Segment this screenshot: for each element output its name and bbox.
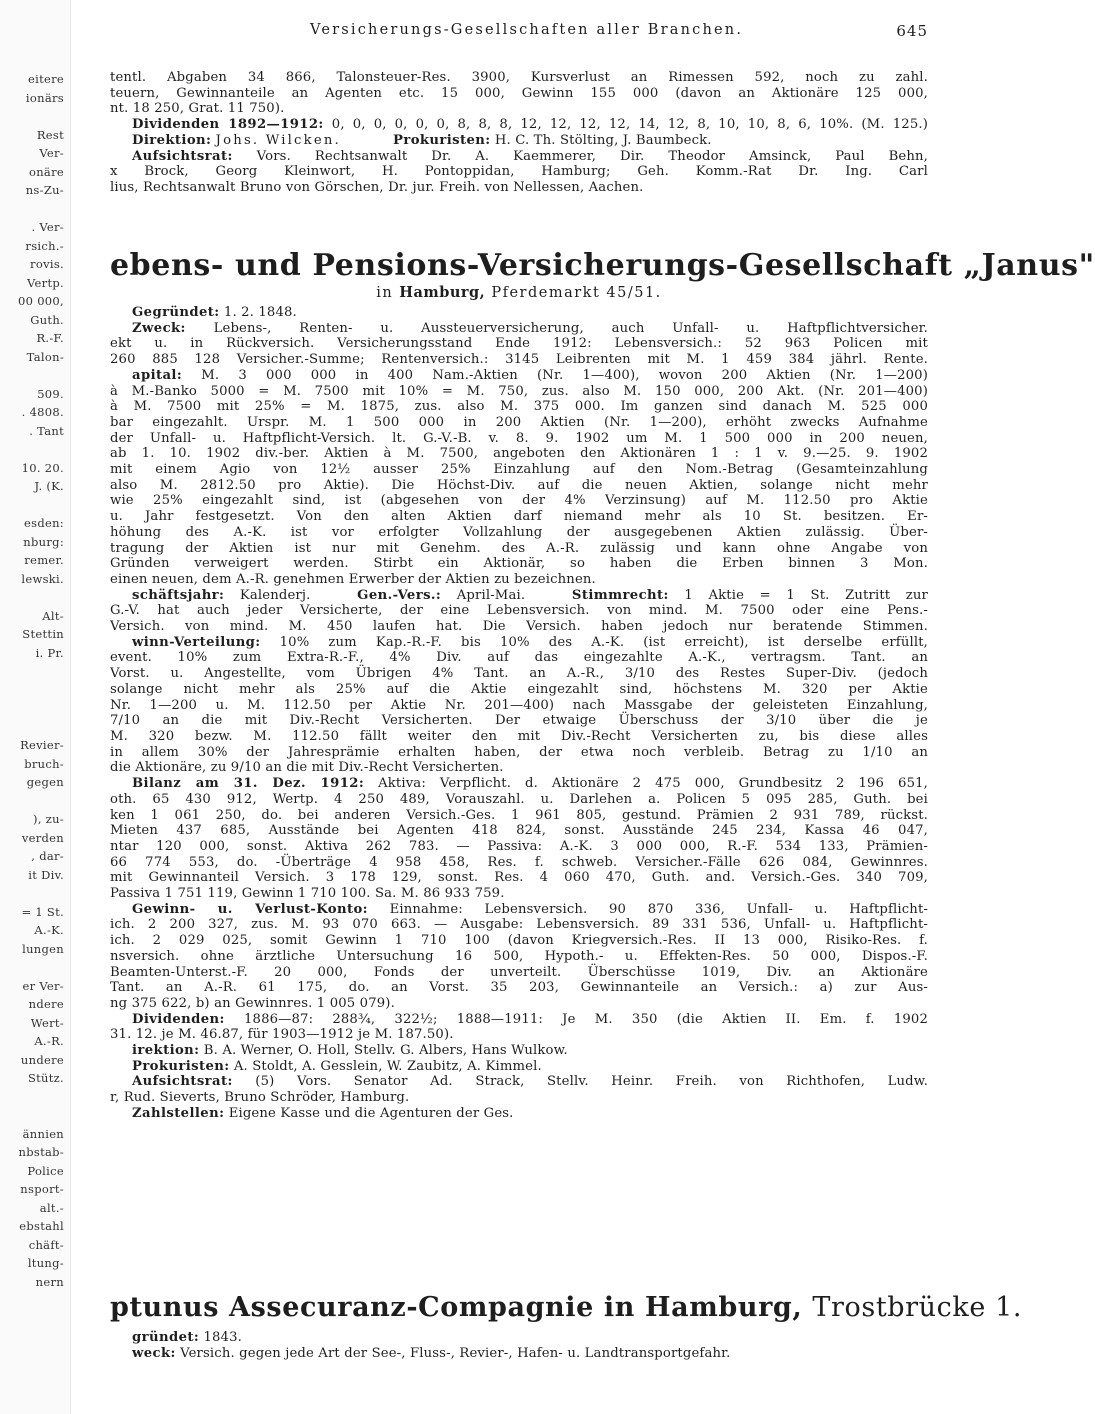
zweck-label: weck:	[132, 1345, 176, 1361]
margin-fragment: lewski.	[21, 571, 64, 586]
geschaeftsjahr-text: Kalenderj.	[239, 587, 311, 603]
text-line: M. 320 bezw. M. 112.50 fällt weiter den mit Div.-Recht Versicherten zu, bis diese alles	[110, 728, 928, 744]
text-line: oth. 65 430 912, Wertp. 4 250 489, Vorauszahl. u. Darlehen a. Policen 5 095 285, Guth. bei	[110, 791, 928, 807]
margin-fragment: , dar-	[31, 849, 64, 863]
gegruendet-text: 1843.	[203, 1330, 242, 1345]
margin-fragment: Revier-	[20, 738, 64, 752]
kapital-label: apital:	[132, 367, 183, 383]
margin-fragment: ns-Zu-	[25, 183, 64, 197]
text-line: à M. 7500 mit 25% = M. 1875, zus. also M. 375 000. Im ganzen sind danach M. 525 000	[110, 399, 928, 415]
margin-fragment: Guth.	[30, 312, 64, 327]
text-line: G.-V. hat auch jeder Versicherte, der eine Lebensversich. von mind. M. 7500 oder eine Pens.-	[110, 603, 928, 619]
margin-fragment: Alt-	[42, 608, 64, 623]
text-line: u. Jahr festgesetzt. Von den alten Aktien darf niemand mehr als 10 St. besitzen. Er-	[110, 509, 928, 525]
margin-fragment: 00 000,	[18, 294, 64, 308]
text-line: ekt u. in Rückversich. Versicherungsstand Ende 1912: Lebensversich.: 52 963 Policen mit	[110, 336, 928, 352]
zweck-line	[110, 1346, 928, 1362]
margin-fragment: ionärs	[25, 90, 64, 105]
direktion-text: Johs. Wilcken.	[215, 132, 341, 148]
gegruendet-text: 1. 2. 1848.	[223, 305, 297, 320]
guv-line	[110, 902, 928, 918]
text-line: in allem 30% der Jahresprämie erhalten haben, der etwa noch verbleib. Betrag zu 1/10 an	[110, 744, 928, 760]
text-line: der Unfall- u. Haftpflicht-Versich. lt. G.-V.-B. v. 8. 9. 1902 um M. 1 500 000 in 200 neuen,	[110, 430, 928, 446]
margin-fragment: Ver-	[39, 146, 64, 160]
geschaeftsjahr-line	[110, 588, 928, 604]
margin-fragment	[0, 662, 70, 681]
margin-fragment: nsport-	[20, 1182, 64, 1196]
margin-fragment: . Ver-	[31, 220, 64, 234]
text-line: tentl. Abgaben 34 866, Talonsteuer-Res. 3900, Kursverlust an Rimessen 592, noch zu zahl.	[110, 70, 928, 85]
bilanz-line	[110, 776, 928, 792]
text-line: 7/10 an die mit Div.-Recht Versicherten. Der etwaige Überschuss der 3/10 über die je	[110, 713, 928, 729]
gewinn-verteilung-label: winn-Verteilung:	[132, 634, 261, 650]
bilanz-text: Aktiva: Verpflicht. d. Aktionäre 2 475 000, Grundbesitz 2 196 651,	[378, 776, 928, 792]
zweck-line	[110, 321, 928, 337]
margin-fragment: Wert-	[30, 1015, 64, 1030]
margin-fragment: eitere	[27, 72, 64, 86]
aufsichtsrat-line	[110, 1074, 928, 1090]
text-line: ken 1 061 250, do. bei anderen Versich.-Ges. 1 961 805, gestund. Prämien 2 931 789, rückst.	[110, 807, 928, 823]
text-line: ng 375 622, b) an Gewinnres. 1 005 079).	[110, 995, 395, 1011]
text-line: 31. 12. je M. 46.87, für 1903—1912 je M. 187.50).	[110, 1027, 454, 1043]
running-title: Versicherungs-Gesellschaften aller Branchen.	[310, 22, 744, 38]
zweck-label: Zweck:	[132, 320, 186, 336]
previous-company-entry	[110, 70, 928, 196]
margin-fragment	[0, 1106, 70, 1125]
gen-vers-text: April-Mai.	[456, 587, 526, 603]
text-line: r, Rud. Sieverts, Bruno Schröder, Hamburg.	[110, 1090, 410, 1106]
neptunus-heading	[110, 1290, 1023, 1326]
direktion-text: B. A. Werner, O. Holl, Stellv. G. Albers, Hans Wulkow.	[203, 1043, 568, 1059]
margin-fragment: ltung-	[27, 1256, 64, 1270]
text-line: Tant. an A.-R. 61 175, do. an Vorst. 35 203, Gewinnanteile an Versich.: a) zur Aus-	[110, 980, 928, 996]
aufsichtsrat-label: Aufsichtsrat:	[132, 1074, 233, 1090]
text-line: ab 1. 10. 1902 div.-ber. Aktien à M. 7500, angeboten den Aktionären 1 : 1 v. 9.—25. 9. 1902	[110, 446, 928, 462]
margin-fragment: lungen	[22, 941, 64, 956]
kapital-text: M. 3 000 000 in 400 Nam.-Aktien (Nr. 1—400), wovon 200 Aktien (Nr. 1—200)	[201, 367, 929, 383]
gegruendet-label: Gegründet:	[132, 305, 220, 320]
margin-fragment: ebstahl	[19, 1219, 64, 1233]
dividenden-label: Dividenden:	[132, 1011, 225, 1027]
location-prefix: in	[376, 285, 394, 301]
margin-fragment: onäre	[29, 164, 64, 179]
dividenden-line	[110, 1012, 928, 1028]
margin-fragment	[0, 699, 70, 718]
margin-fragment: 10. 20.	[21, 460, 64, 475]
text-line: solange nicht mehr als 25% auf die Aktie eingezahlt sind, höchstens M. 320 per Aktie	[110, 681, 928, 697]
margin-fragment	[0, 1088, 70, 1107]
prokuristen-line	[110, 1059, 928, 1075]
margin-fragment: er Ver-	[22, 978, 64, 993]
zahlstellen-label: Zahlstellen:	[132, 1105, 225, 1121]
margin-fragment: Talon-	[26, 349, 64, 364]
text-line: 260 885 128 Versicher.-Summe; Rentenversich.: 3145 Leibrenten mit M. 1 459 384 jährl. Rente.	[110, 352, 928, 368]
stimmrecht-label: Stimmrecht:	[571, 587, 669, 603]
direktion-line	[110, 133, 928, 149]
text-line: Mieten 437 685, Ausstände bei Agenten 418 824, sonst. Ausstände 245 234, Kassa 46 047,	[110, 823, 928, 839]
margin-fragment: Stettin	[22, 627, 64, 641]
margin-fragment: R.-F.	[36, 331, 64, 345]
margin-fragment	[0, 792, 70, 811]
margin-fragment: nburg:	[23, 534, 64, 549]
margin-fragment: verden	[21, 830, 64, 845]
margin-fragment: A.-K.	[34, 923, 64, 937]
margin-fragment: esden:	[24, 516, 64, 530]
company-location	[110, 284, 928, 302]
margin-fragment: ännien	[22, 1126, 64, 1141]
gewinn-verteilung-text: 10% zum Kap.-R.-F. bis 10% des A.-K. (ist erreicht), ist derselbe erfüllt,	[279, 634, 929, 650]
text-line: mit einem Agio von 12½ ausser 25% Einzahlung auf den Nom.-Betrag (Gesamteinzahlung	[110, 462, 928, 478]
text-line: Nr. 1—200 u. M. 112.50 per Aktie Nr. 201—400) nach Massgabe der geleisteten Einzahlung,	[110, 697, 928, 713]
text-line: Versich. von mind. M. 450 laufen hat. Die Versich. haben jedoch nur beratende Stimmen.	[110, 619, 928, 635]
margin-fragment: ), zu-	[33, 812, 64, 826]
margin-fragment	[0, 718, 70, 737]
margin-fragment	[0, 107, 70, 126]
dividends-line	[110, 117, 928, 133]
aufsichtsrat-text: (5) Vors. Senator Ad. Strack, Stellv. Heinr. Freih. von Richthofen, Ludw.	[255, 1074, 928, 1090]
margin-fragment: J. (K.	[34, 479, 64, 493]
gegruendet-label: gründet:	[132, 1330, 200, 1345]
margin-fragment	[0, 588, 70, 607]
janus-heading	[110, 248, 1095, 302]
margin-fragment: Police	[27, 1163, 64, 1178]
text-line: nt. 18 250, Grat. 11 750).	[110, 101, 285, 117]
aufsichtsrat-text: Vors. Rechtsanwalt Dr. A. Kaemmerer, Dir. Theodor Amsinck, Paul Behn,	[256, 148, 929, 164]
geschaeftsjahr-label: schäftsjahr:	[132, 587, 225, 603]
gegruendet-line	[110, 305, 928, 321]
margin-fragment: bruch-	[24, 756, 64, 771]
margin-fragment: nern	[35, 1274, 64, 1289]
margin-fragment: ndere	[28, 997, 64, 1011]
book-page	[110, 0, 1095, 1414]
margin-fragment	[0, 496, 70, 515]
prokuristen-text: H. C. Th. Stölting, J. Baumbeck.	[494, 132, 712, 148]
margin-fragment	[0, 958, 70, 977]
text-line: ntar 120 000, sonst. Aktiva 262 783. — Passiva: A.-K. 3 000 000, R.-F. 534 133, Prämien-	[110, 838, 928, 854]
neptunus-entry	[110, 1330, 928, 1361]
prokuristen-label: Prokuristen:	[393, 132, 491, 148]
margin-fragment	[0, 366, 70, 385]
margin-fragment: rsich.-	[25, 238, 64, 253]
margin-fragment: A.-R.	[34, 1034, 64, 1048]
text-line: einen neuen, dem A.-R. genehmen Erwerber der Aktien zu bezeichnen.	[110, 571, 596, 587]
gen-vers-label: Gen.-Vers.:	[357, 587, 442, 603]
direktion-line	[110, 1043, 928, 1059]
dividenden-text: 1886—87: 288¾, 322½; 1888—1911: Je M. 350 (die Aktien II. Em. f. 1902	[243, 1011, 928, 1027]
running-head	[110, 22, 928, 44]
text-line: die Aktionäre, zu 9/10 an die mit Div.-Recht Versicherten.	[110, 760, 504, 776]
dividends-label: Dividenden 1892—1912:	[132, 117, 324, 133]
guv-text: Einnahme: Lebensversich. 90 870 336, Unfall- u. Haftpflicht-	[389, 901, 928, 917]
margin-fragment: Vertp.	[27, 275, 64, 290]
margin-fragment	[0, 200, 70, 219]
kapital-line	[110, 368, 928, 384]
text-line: wie 25% eingezahlt sind, ist (abgesehen von der 4% Verzinsung) auf M. 112.50 pro Aktie	[110, 493, 928, 509]
left-margin-column	[0, 0, 71, 1414]
margin-fragment: it Div.	[28, 867, 64, 882]
text-line: à M.-Banko 5000 = M. 7500 mit 10% = M. 750, zus. also M. 150 000, 200 Akt. (Nr. 201—400)	[110, 383, 928, 399]
gewinn-verteilung-line	[110, 635, 928, 651]
text-line: ich. 2 200 327, zus. M. 93 070 663. — Ausgabe: Lebensversich. 89 331 536, Unfall- u. Haftpflicht-	[110, 917, 928, 933]
margin-fragment: i. Pr.	[35, 645, 64, 660]
text-line: Gründen verweigert werden. Stirbt ein Aktionär, so haben die Erben binnen 3 Mon.	[110, 556, 928, 572]
margin-fragment: chäft-	[28, 1237, 64, 1252]
margin-fragment: rovis.	[30, 257, 64, 271]
margin-fragment: nbstab-	[18, 1145, 64, 1159]
company-name: ptunus Assecuranz-Compagnie in Hamburg,	[110, 1292, 803, 1323]
margin-fragment: 509.	[37, 386, 64, 401]
gegruendet-line	[110, 1330, 928, 1346]
dividends-text: 0, 0, 0, 0, 0, 0, 8, 8, 8, 12, 12, 12, 12, 14, 12, 8, 10, 10, 8, 6, 10%. (M. 125.)	[331, 117, 928, 133]
text-line: Passiva 1 751 119, Gewinn 1 710 100. Sa. M. 86 933 759.	[110, 886, 505, 902]
bilanz-label: Bilanz am 31. Dez. 1912:	[132, 776, 365, 792]
margin-fragment	[0, 884, 70, 903]
text-line: also M. 2812.50 pro Aktie). Die Höchst-Div. auf die neuen Aktien, solange nicht mehr	[110, 477, 928, 493]
margin-fragment: gegen	[26, 775, 64, 789]
direktion-label: irektion:	[132, 1043, 200, 1059]
zweck-text: Versich. gegen jede Art der See-, Fluss-, Revier-, Hafen- u. Landtransportgefahr.	[180, 1345, 731, 1361]
margin-fragment: remer.	[24, 553, 64, 567]
text-line: tragung der Aktien ist nur mit Genehm. des A.-R. zulässig und kann ohne Angabe von	[110, 540, 928, 556]
margin-fragment: . 4808.	[21, 405, 64, 419]
text-line: nsversich. ohne ärztliche Untersuchung 16 500, Hypoth.- u. Effekten-Res. 50 000, Dispos.-F.	[110, 948, 928, 964]
zahlstellen-text: Eigene Kasse und die Agenturen der Ges.	[228, 1105, 514, 1121]
margin-fragment: alt.-	[39, 1200, 64, 1215]
company-title: ebens- und Pensions-Versicherungs-Gesellschaft „Janus"	[110, 248, 1095, 283]
aufsichtsrat-line	[110, 149, 928, 165]
text-line: x Brock, Georg Kleinwort, H. Pontoppidan, Hamburg; Geh. Komm.-Rat Dr. Ing. Carl	[110, 164, 928, 180]
guv-label: Gewinn- u. Verlust-Konto:	[132, 901, 368, 917]
text-line: Beamten-Unterst.-F. 20 000, Fonds der unverteilt. Überschüsse 1019, Div. an Aktionäre	[110, 964, 928, 980]
company-title	[110, 1290, 1023, 1326]
page-number: 645	[896, 22, 928, 40]
janus-entry	[110, 305, 928, 1122]
margin-fragment: = 1 St.	[21, 904, 64, 919]
text-line: 66 774 553, do. -Überträge 4 958 458, Res. f. schweb. Versicher.-Fälle 626 084, Gewinnres.	[110, 854, 928, 870]
text-line: mit Gewinnanteil Versich. 3 178 129, sonst. Res. 4 060 470, Guth. and. Versich.-Ges. 340 709,	[110, 870, 928, 886]
margin-fragment	[0, 440, 70, 459]
prokuristen-text: A. Stoldt, A. Gesslein, W. Zaubitz, A. Kimmel.	[233, 1058, 542, 1074]
text-line: bar eingezahlt. Urspr. M. 1 500 000 in 200 Aktien (Nr. 1—200), erhöht zwecks Aufnahme	[110, 414, 928, 430]
aufsichtsrat-label: Aufsichtsrat:	[132, 148, 233, 164]
stimmrecht-text: 1 Aktie = 1 St. Zutritt zur	[684, 587, 928, 603]
direktion-label: Direktion:	[132, 132, 212, 148]
margin-fragment: . Tant	[29, 423, 64, 438]
margin-fragment: undere	[20, 1052, 64, 1067]
margin-fragment	[0, 681, 70, 700]
zahlstellen-line	[110, 1106, 928, 1122]
location-address: Pferdemarkt 45/51.	[491, 285, 662, 301]
text-line: lius, Rechtsanwalt Bruno von Görschen, Dr. jur. Freih. von Nellessen, Aachen.	[110, 179, 644, 195]
location-city: Hamburg,	[399, 284, 486, 301]
text-line: teuern, Gewinnanteile an Agenten etc. 15 000, Gewinn 155 000 (davon an Aktionäre 125 000,	[110, 85, 928, 101]
company-address: Trostbrücke 1.	[812, 1292, 1023, 1323]
text-line: höhung des A.-K. ist vor erfolgter Vollzahlung der ausgegebenen Aktien zulässig. Über-	[110, 524, 928, 540]
text-line: Vorst. u. Angestellte, vom Übrigen 4% Tant. an A.-R., 3/10 des Restes Super-Div. (jedoch	[110, 666, 928, 682]
prokuristen-label: Prokuristen:	[132, 1058, 230, 1074]
margin-fragment: Stütz.	[27, 1071, 64, 1085]
text-line: ich. 2 029 025, somit Gewinn 1 710 100 (davon Kriegversich.-Res. II 13 000, Risiko-Res. f.	[110, 933, 928, 949]
zweck-text: Lebens-, Renten- u. Aussteuerversicherung, auch Unfall- u. Haftpflichtversicher.	[213, 320, 928, 336]
text-line: event. 10% zum Extra-R.-F., 4% Div. auf das eingezahlte A.-K., vertragsm. Tant. an	[110, 650, 928, 666]
margin-fragment: Rest	[36, 127, 64, 142]
